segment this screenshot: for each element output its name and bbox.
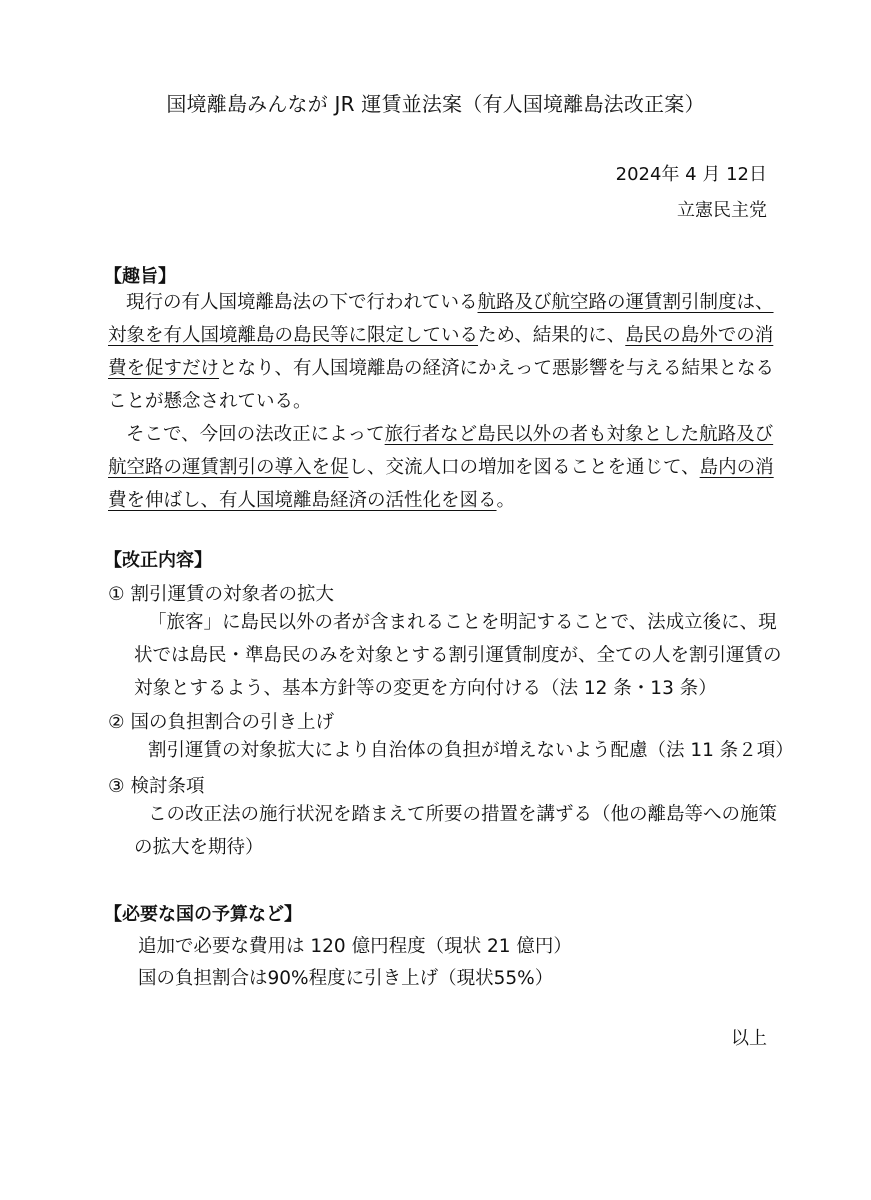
purpose-p1-text-2: ため、結果的に、 — [478, 325, 626, 346]
purpose-p1-underline-2: 島民の島外での消費を促すだけ — [108, 325, 774, 379]
purpose-heading: 【趣旨】 — [104, 266, 176, 287]
amendment-item-1-body: 「旅客」に島民以外の者が含まれることを明記することで、法成立後に、現状では島民・準島民のみを対象とする割引運賃制度が、全ての人を割引運賃の対象とするよう、基本方針等の変更を方向付ける（法 12 条・13 条） — [134, 612, 782, 699]
amendment-item-1-title: ① 割引運賃の対象者の拡大 — [108, 584, 334, 605]
purpose-paragraph-1 — [108, 286, 788, 418]
document-title: 国境離島みんなが JR 運賃並法案（有人国境離島法改正案） — [166, 92, 705, 116]
amendments-heading: 【改正内容】 — [104, 550, 212, 571]
amendment-item-2-title: ② 国の負担割合の引き上げ — [108, 712, 334, 733]
amendment-item-3-body: この改正法の施行状況を踏まえて所要の措置を講ずる（他の離島等への施策の拡大を期待） — [134, 804, 778, 858]
amendment-item-2-body: 割引運賃の対象拡大により自治体の負担が増えないよう配慮（法 11 条２項） — [148, 740, 794, 761]
document-date: 2024年 4 月 12日 — [615, 164, 767, 185]
budget-line-1: 追加で必要な費用は 120 億円程度（現状 21 億円） — [138, 936, 572, 957]
purpose-p1-text-3: となり、有人国境離島の経済にかえって悪影響を与える結果となることが懸念されている。 — [108, 358, 775, 412]
budget-line-2: 国の負担割合は90%程度に引き上げ（現状55%） — [138, 968, 554, 989]
purpose-p2-text-2: し、交流人口の増加を図ることを通じて、 — [348, 457, 700, 478]
amendment-item-3-title: ③ 検討条項 — [108, 776, 205, 797]
purpose-p2-underline-2: 島内の消費を伸ばし、有人国境離島経済の活性化を図る — [108, 457, 774, 511]
purpose-p2-text-1: そこで、今回の法改正によって — [126, 424, 385, 445]
purpose-p2-underline-1: 旅行者など島民以外の者も対象とした航路及び航空路の運賃割引の導入を促 — [108, 424, 774, 478]
purpose-p1-underline-1: 航路及び航空路の運賃割引制度は、対象を有人国境離島の島民等に限定している — [108, 292, 774, 346]
budget-heading: 【必要な国の予算など】 — [104, 904, 302, 925]
purpose-p1-text-1: 現行の有人国境離島法の下で行われている — [126, 292, 478, 313]
closing-text: 以上 — [731, 1028, 767, 1049]
purpose-paragraph-2 — [108, 418, 788, 517]
purpose-p2-text-3: 。 — [496, 490, 516, 511]
document-organization: 立憲民主党 — [677, 200, 767, 221]
